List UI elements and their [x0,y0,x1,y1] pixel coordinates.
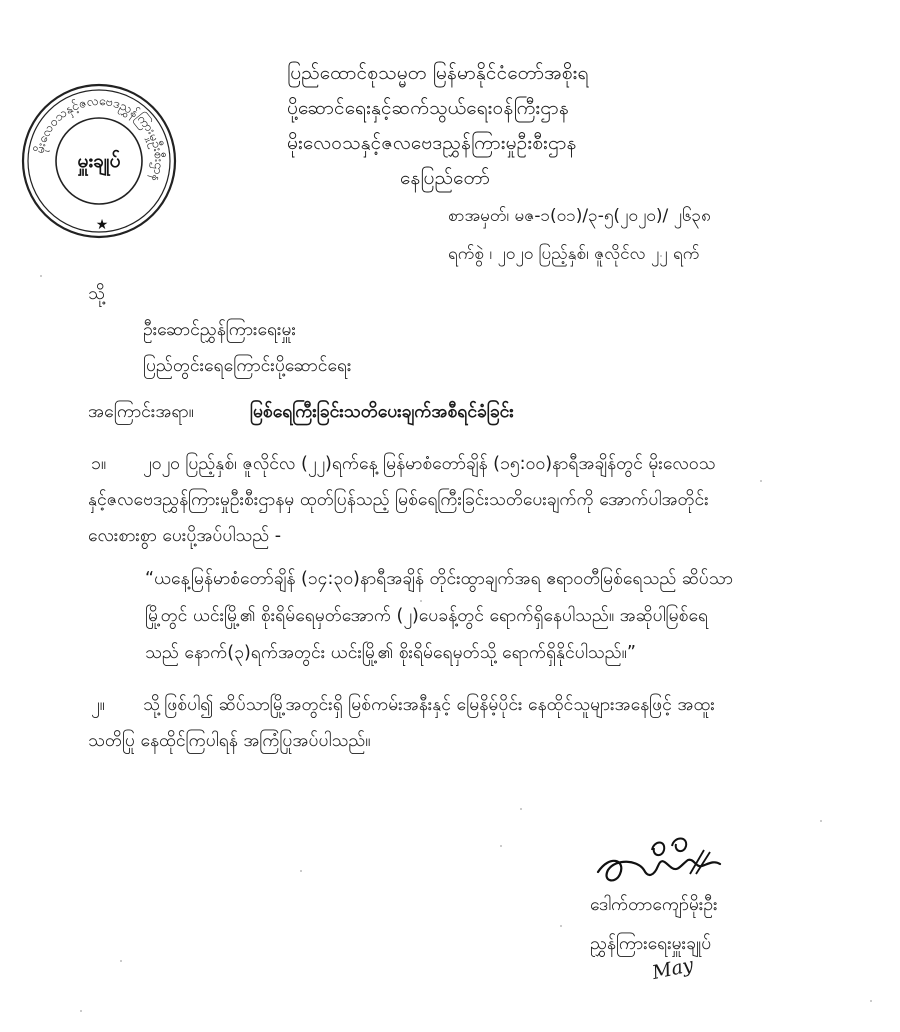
addressee-title: ဦးဆောင်ညွှန်ကြားရေးမှူး [143,320,296,340]
signatory-title: ညွှန်ကြားရေးမှူးချုပ် [590,934,712,954]
paragraph-2-line-1: သို့ဖြစ်ပါ၍ ဆိပ်သာမြို့အတွင်းရှိ မြစ်ကမ်းအနီးနှင့် မြေနိမ့်ပိုင်း နေထိုင်သူများအနေဖြင့် အထူး [143,695,715,715]
to-label: သို့ [88,284,105,304]
letterhead-ministry: ပို့ဆောင်ရေးနှင့်ဆက်သွယ်ရေးဝန်ကြီးဌာန [287,97,569,119]
signatory-initials: May [650,953,696,985]
department-seal [14,76,184,246]
paragraph-2-line-2: သတိပြု နေထိုင်ကြပါရန် အကြံပြုအပ်ပါသည်။ [88,731,371,751]
subject-label: အကြောင်းအရာ။ [88,402,194,422]
handwritten-signature [592,830,742,892]
seal-center-text: မှူးချုပ် [77,150,121,172]
paragraph-1-line-2: နှင့်ဇလဗေဒညွှန်ကြားမှုဦးစီးဌာနမှ ထုတ်ပြန်သည့် မြစ်ရေကြီးခြင်းသတိပေးချက်ကို အောက်ပါအတိုင်း [88,490,709,510]
paragraph-1-number: ၁။ [91,454,107,474]
letter-number: စာအမှတ်၊ မဇ-၁(၀၁)/၃-၅(၂၀၂၀)/ ၂၆၃၈ [448,206,711,226]
quote-line-1: “ယနေ့မြန်မာစံတော်ချိန် (၁၄:၃၀)နာရီအချိန် တိုင်းထွာချက်အရ ဧရာဝတီမြစ်ရေသည် ဆိပ်သာ [145,569,733,589]
paragraph-2-number: ၂။ [91,695,105,715]
quote-line-3: သည် နောက်(၃)ရက်အတွင်း ယင်းမြို့၏ စိုးရိမ်ရေမှတ်သို့ ရောက်ရှိနိုင်ပါသည်။” [145,643,636,663]
seal-ring-text: မိုးလေဝသနှင့်ဇလဗေဒညွှန်ကြားမှုဦးစီးဌာန [31,92,168,184]
letterhead-city: နေပြည်တော် [400,167,490,189]
letter-date: ရက်စွဲ ၊ ၂၀၂၀ ပြည့်နှစ်၊ ဇူလိုင်လ ၂၂ ရက် [448,244,700,264]
addressee-organization: ပြည်တွင်းရေကြောင်းပို့ဆောင်ရေး [143,356,352,376]
seal-star: ★ [95,217,109,233]
paragraph-1-line-1: ၂၀၂၀ ပြည့်နှစ်၊ ဇူလိုင်လ (၂၂)ရက်နေ့ မြန်မာစံတော်ချိန် (၁၅:၀၀)နာရီအချိန်တွင် မိုးလေဝသ [143,454,716,474]
letterhead-government: ပြည်ထောင်စုသမ္မတ မြန်မာနိုင်ငံတော်အစိုးရ [287,62,589,84]
subject-text: မြစ်ရေကြီးခြင်းသတိပေးချက်အစီရင်ခံခြင်း [250,402,514,422]
quote-line-2: မြို့တွင် ယင်းမြို့၏ စိုးရိမ်ရေမှတ်အောက် (၂)ပေခန့်တွင် ရောက်ရှိနေပါသည်။ အဆိုပါမြစ်ရေ [145,606,708,626]
paragraph-1-line-3: လေးစားစွာ ပေးပို့အပ်ပါသည် - [88,526,282,546]
letterhead-department: မိုးလေဝသနှင့်ဇလဗေဒညွှန်ကြားမှုဦးစီးဌာန [287,132,577,154]
signatory-name: ဒေါက်တာကျော်မိုးဦး [590,895,718,915]
